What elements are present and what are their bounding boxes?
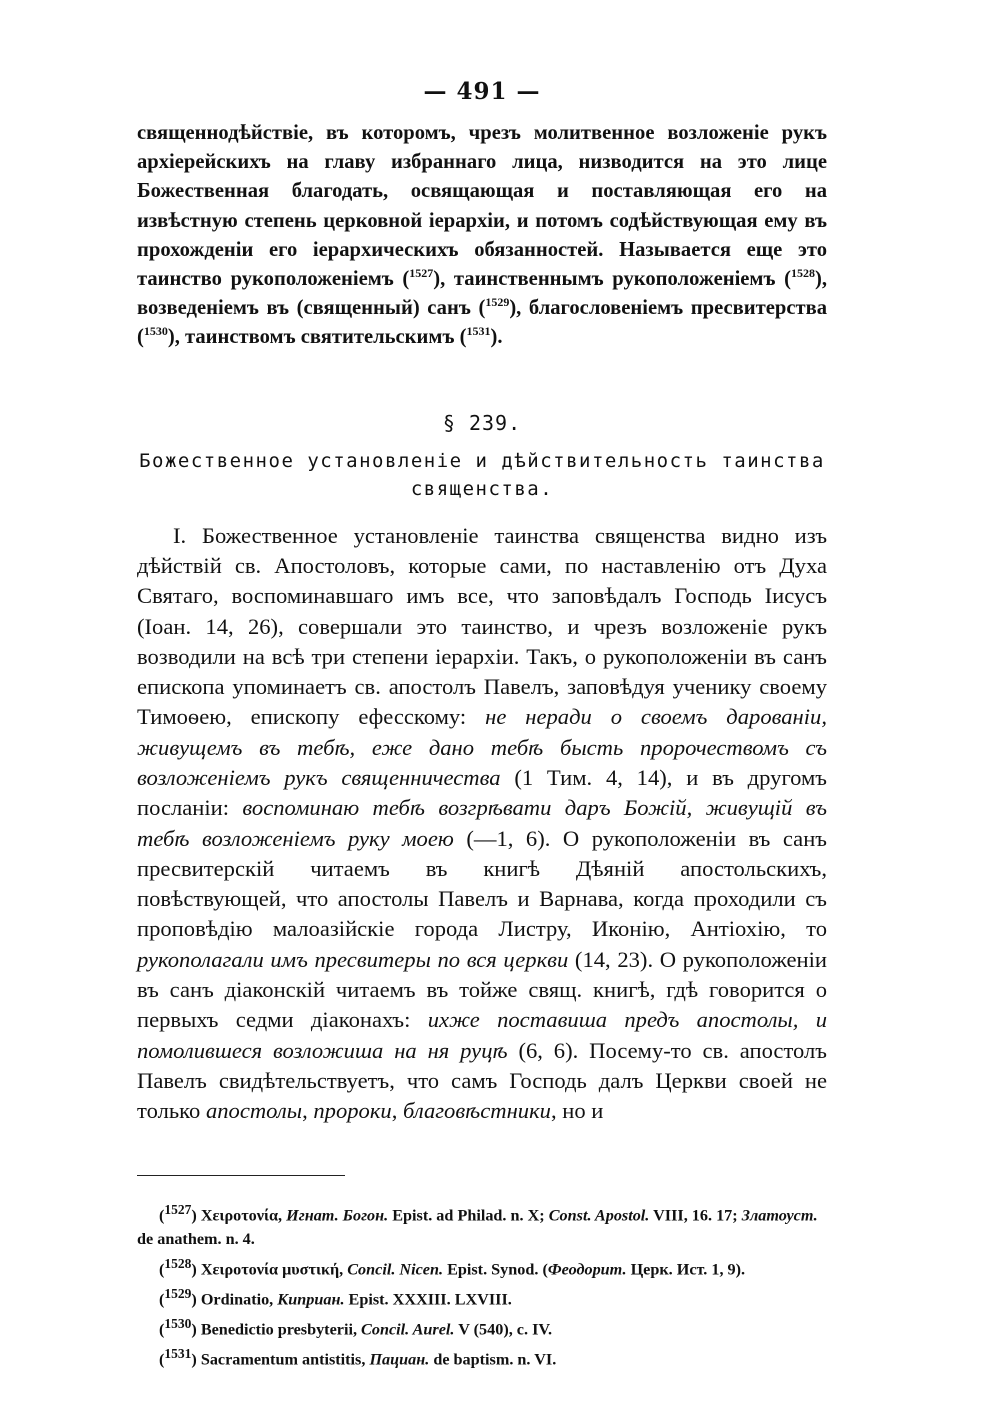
footnote-text: Sacramentum antistitis,: [200, 1350, 370, 1369]
body-text: , но и: [550, 1098, 604, 1124]
footnote-text: Epist. XXXIII. LXVIII.: [344, 1290, 512, 1309]
footnote-ref: 1530: [143, 324, 168, 339]
scripture-quote: воспоминаю тебѣ возгрѣвати даръ Божій, живущій въ тебѣ возложеніемъ руку моею: [137, 795, 827, 851]
intro-paragraph: [137, 119, 827, 353]
footnotes: [137, 1198, 827, 1373]
footnote-text: Ordinatio,: [200, 1290, 278, 1309]
footnote-mark: 1527: [164, 1201, 192, 1217]
intro-text: ), таинствомъ святительскимъ (: [167, 326, 467, 349]
footnote-text: Церк. Ист. 1, 9).: [626, 1259, 746, 1278]
body-text: (1 Тим. 4, 14), и въ другомъ посланіи:: [137, 765, 827, 821]
footnote-text: VIII, 16. 17;: [649, 1205, 742, 1224]
footnote-text: de baptism. n. VI.: [429, 1350, 557, 1369]
intro-text: ), возведеніемъ въ (священный) санъ (: [137, 268, 827, 320]
scripture-quote: апостолы: [205, 1098, 303, 1124]
footnote-text: de anathem. n. 4.: [137, 1229, 255, 1248]
page-number: — 491 —: [423, 78, 541, 105]
footnote-text: Epist. Synod. (: [443, 1259, 548, 1278]
footnote-text: Χειροτονία,: [200, 1205, 287, 1224]
footnote-ref: 1528: [790, 266, 815, 281]
footnote-source: Concil. Aurel.: [361, 1320, 455, 1339]
footnote-ref: 1527: [409, 266, 434, 281]
scripture-quote: не неради о своемъ дарованіи, живущемъ въ тебѣ, еже дано тебѣ бысть пророчествомъ съ возложеніемъ рукъ священничества: [137, 704, 827, 790]
body-text: (6, 6). Посему-то св. апостолъ Павелъ свидѣтельствуетъ, что самъ Господь далъ Церкви своей не только: [137, 1037, 827, 1124]
scripture-quote: пророки: [313, 1098, 392, 1124]
section-title: Божественное установленіе и дѣйствительность таинства священства.: [139, 449, 825, 500]
scripture-quote: ихже поставиша предъ апостолы, и помолившеся возложиша на ня руцѣ: [137, 1007, 827, 1063]
footnote-author: Феодорит.: [547, 1259, 627, 1278]
footnote-ref: 1531: [466, 324, 491, 339]
footnote-text: Epist. ad Philad. n. X;: [388, 1205, 549, 1224]
body-text: (—1, 6). О рукоположеніи въ санъ пресвитерскій читаемъ въ книгѣ Дѣяній апостольскихъ, повѣствующей, что апостолы Павелъ и Варнава, когда проходили съ проповѣдію малоазійскіе города Листру, Иконію, Антіохію, то: [137, 825, 827, 942]
footnote-mark: 1531: [164, 1346, 192, 1362]
footnote-source: Const. Apostol.: [548, 1205, 650, 1224]
footnote-mark: 1530: [164, 1315, 192, 1331]
footnote: ($^{1527}$) Χειροτονία, Игнат. Богон. Epist. ad Philad. n. X; Const. Apostol. VIII, 16. 17; Златоуст. de anathem. n. 4.: [137, 1201, 818, 1248]
intro-text: священнодѣйствіе, въ которомъ, чрезъ молитвенное возложеніе рукъ архіерейскихъ на главу избраннаго лица, низводится на это лице Божественная благодать, освящающая и поставляющая его на извѣстную степень церковной іерархіи, и потомъ содѣйствующая ему въ прохожденіи его іерархическихъ обязанностей. Называется еще это таинство рукоположеніемъ (: [137, 122, 827, 291]
footnote: ($^{1529}$) Ordinatio, Киприан. Epist. XXXIII. LXVIII.: [159, 1285, 512, 1309]
intro-text: ), благословеніемъ пресвитерства (: [137, 297, 827, 349]
footnote: ($^{1531}$) Sacramentum antistitis, Пациан. de baptism. n. VI.: [159, 1346, 557, 1369]
footnote-mark: 1528: [164, 1255, 192, 1271]
footnote-author: Киприан.: [277, 1290, 345, 1309]
section-number: § 239.: [442, 410, 522, 435]
scripture-quote: благовѣстники: [403, 1098, 551, 1124]
footnote: ($^{1528}$) Χειροτονία μυστική, Concil. Nicen. Epist. Synod. (Феодорит. Церк. Ист. 1, 9).: [159, 1255, 746, 1278]
body-text: (14, 23). О рукоположеніи въ санъ діаконскій читаемъ въ тойже свящ. книгѣ, гдѣ говорится о первыхъ седми діаконахъ:: [137, 946, 828, 1033]
footnote-author: Игнат. Богон.: [286, 1205, 389, 1224]
body-text: ,: [391, 1098, 404, 1124]
footnote-divider: [137, 1175, 345, 1176]
body-text: ,: [302, 1098, 314, 1124]
footnote-text: Χειροτονία μυστική,: [200, 1259, 348, 1278]
intro-text: ), таинственнымъ рукоположеніемъ (: [433, 268, 791, 291]
footnote-text: Benedictio presbyterii,: [200, 1320, 362, 1339]
footnote-author: Златоуст.: [741, 1205, 818, 1224]
footnote-mark: 1529: [164, 1285, 192, 1301]
footnote-source: Concil. Nicen.: [347, 1259, 444, 1278]
footnote-text: V (540), c. IV.: [454, 1320, 553, 1339]
intro-text: ).: [490, 326, 503, 349]
footnote: ($^{1530}$) Benedictio presbyterii, Concil. Aurel. V (540), c. IV.: [159, 1315, 553, 1339]
scripture-quote: рукополагали имъ пресвитеры по вся церкви: [137, 946, 569, 972]
footnote-author: Пациан.: [369, 1350, 430, 1369]
body-paragraph: [137, 521, 827, 1127]
book-page: [137, 78, 827, 1372]
body-text: I. Божественное установленіе таинства священства видно изъ дѣйствій св. Апостоловъ, которые сами, по наставленію отъ Духа Святаго, воспоминавшаго имъ все, что заповѣдалъ Господь Іисусъ (Іоан. 14, 26), совершали это таинство, и чрезъ возложеніе рукъ возводили на всѣ три степени іерархіи. Такъ, о рукоположеніи въ санъ епископа упоминаетъ св. апостолъ Павелъ, заповѣдуя ученику своему Тимоѳею, епископу ефесскому:: [137, 522, 827, 730]
footnote-ref: 1529: [485, 295, 510, 310]
